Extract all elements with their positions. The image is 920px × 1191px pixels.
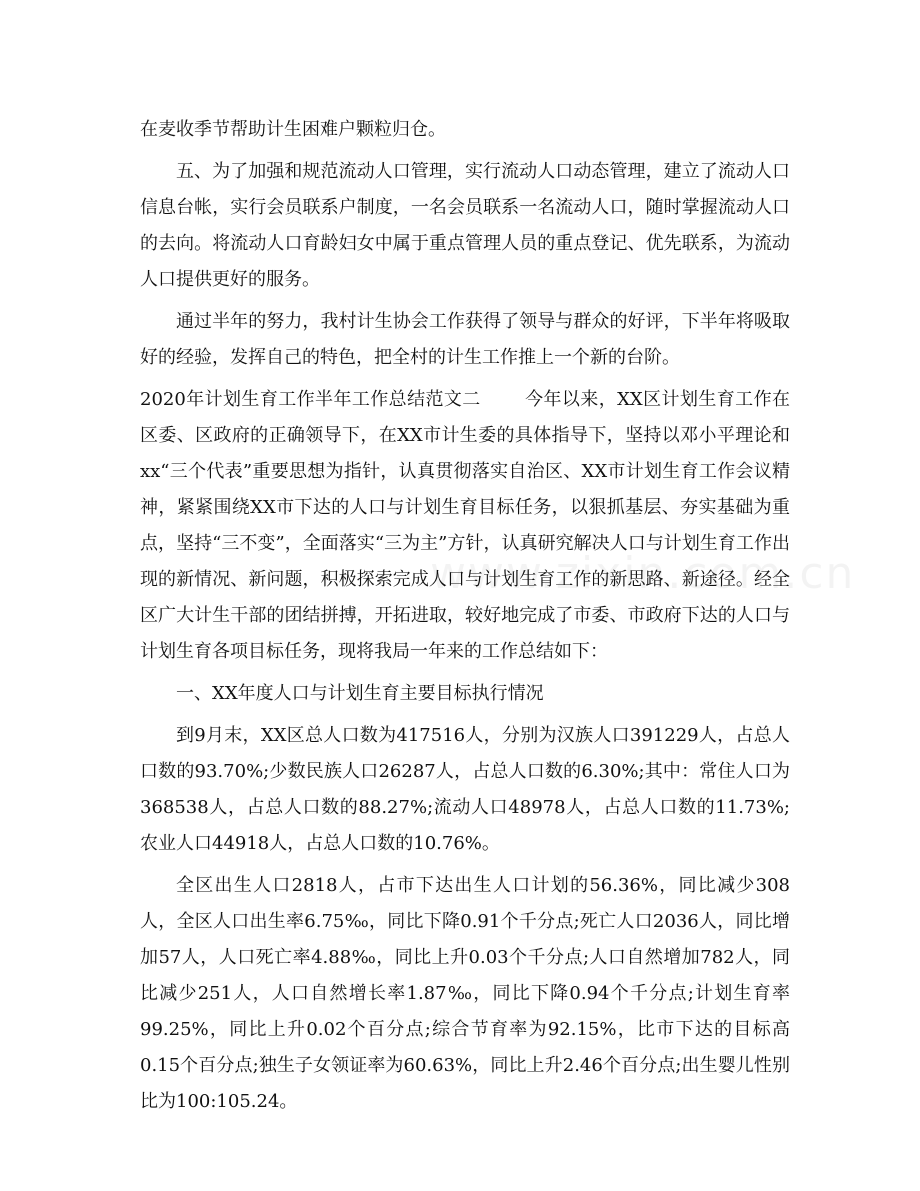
paragraph-3: 通过半年的努力，我村计生协会工作获得了领导与群众的好评，下半年将吸取好的经验，发挥自己的特色，把全村的计生工作推上一个新的台阶。 <box>140 311 790 368</box>
paragraph-6: 到9月末，XX区总人口数为417516人，分别为汉族人口391229人，占总人口数的93.70%;少数民族人口26287人，占总人口数的6.30%;其中：常住人口为368538人，占总人口数的88.27%;流动人口48978人，占总人口数的11.73%;农业人口44918人，占总人口数的10.76%。 <box>140 725 790 854</box>
paragraph-2: 五、为了加强和规范流动人口管理，实行流动人口动态管理，建立了流动人口信息台帐，实行会员联系户制度，一名会员联系一名流动人口，随时掌握流动人口的去向。将流动人口育龄妇女中属于重点管理人员的重点登记、优先联系，为流动人口提供更好的服务。 <box>140 161 790 290</box>
paragraph-4 <box>140 382 790 670</box>
paragraph-5-heading: 一、XX年度人口与计划生育主要目标执行情况 <box>176 683 544 704</box>
section-intro: 今年以来，XX区计划生育工作在区委、区政府的正确领导下，在XX市计生委的具体指导下，坚持以邓小平理论和xx“三个代表”重要思想为指针，认真贯彻落实自治区、XX市计划生育工作会议精神，紧紧围绕XX市下达的人口与计划生育目标任务，以狠抓基层、夯实基础为重点，坚持“三不变”，全面落实“三为主”方针，认真研究解决人口与计划生育工作出现的新情况、新问题，积极探索完成人口与计划生育工作的新思路、新途径。经全区广大计生干部的团结拼搏，开拓进取，较好地完成了市委、市政府下达的人口与计划生育各项目标任务，现将我局一年来的工作总结如下： <box>140 389 790 662</box>
document-body <box>140 112 790 1126</box>
paragraph-7: 全区出生人口2818人，占市下达出生人口计划的56.36%，同比减少308人，全区人口出生率6.75‰，同比下降0.91个千分点;死亡人口2036人，同比增加57人，人口死亡率4.88‰，同比上升0.03个千分点;人口自然增加782人，同比减少251人，人口自然增长率1.87‰，同比下降0.94个千分点;计划生育率99.25%，同比上升0.02个百分点;综合节育率为92.15%，比市下达的目标高0.15个百分点;独生子女领证率为60.63%，同比上升2.46个百分点;出生婴儿性别比为100:105.24。 <box>140 875 790 1112</box>
section-title: 2020年计划生育工作半年工作总结范文二 <box>140 389 481 410</box>
paragraph-1: 在麦收季节帮助计生困难户颗粒归仓。 <box>140 119 446 140</box>
